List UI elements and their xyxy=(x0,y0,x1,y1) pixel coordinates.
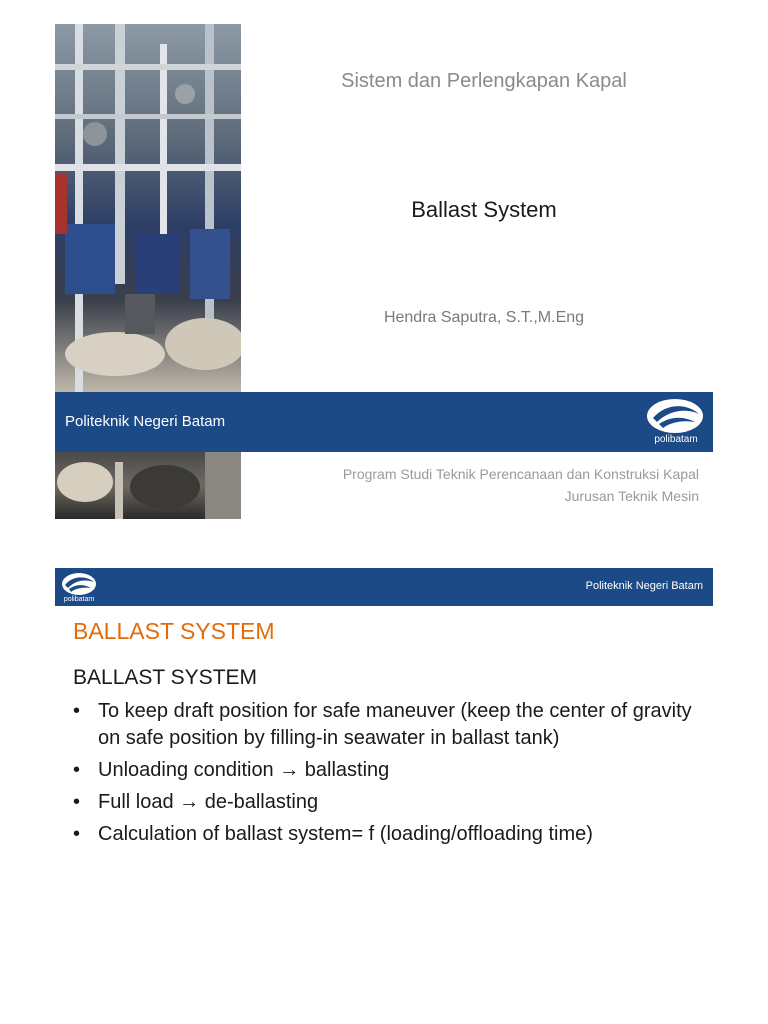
slide-title: Ballast System xyxy=(411,197,557,222)
list-item xyxy=(73,821,693,848)
list-item xyxy=(73,789,693,816)
bullet-list xyxy=(73,698,693,853)
author-name: Hendra Saputra, S.T.,M.Eng xyxy=(383,309,585,326)
polibatam-logo-small xyxy=(59,571,99,604)
slide-heading: BALLAST SYSTEM xyxy=(73,618,275,644)
list-item xyxy=(73,757,693,784)
logo-wordmark: polibatam xyxy=(654,434,698,445)
slide-header-bar xyxy=(55,568,713,606)
bullet-icon: • xyxy=(73,700,81,722)
institution-name: Politeknik Negeri Batam xyxy=(65,413,226,430)
list-item-text: Unloading condition → ballasting xyxy=(98,759,390,781)
bullet-icon: • xyxy=(73,823,81,845)
bullet-icon: • xyxy=(73,759,81,781)
list-item-text: Calculation of ballast system= f (loading/offloading time) xyxy=(98,823,593,845)
polibatam-logo-icon xyxy=(59,571,99,597)
bullet-icon: • xyxy=(73,791,81,813)
list-item xyxy=(73,698,693,752)
title-slide xyxy=(55,24,713,519)
engine-room-photo xyxy=(55,24,241,392)
study-program: Program Studi Teknik Perencanaan dan Konstruksi Kapal xyxy=(342,466,699,482)
list-item-text: Full load → de-ballasting xyxy=(98,791,319,813)
institution-banner xyxy=(55,392,713,452)
polibatam-logo xyxy=(643,396,707,448)
content-slide xyxy=(55,568,713,898)
course-subtitle: Sistem dan Perlengkapan Kapal xyxy=(341,70,627,92)
department: Jurusan Teknik Mesin xyxy=(564,488,699,504)
slide-subheading: BALLAST SYSTEM xyxy=(73,666,258,689)
logo-wordmark: polibatam xyxy=(63,596,95,603)
list-item-text: To keep draft position for safe maneuver (keep the center of gravity on safe position by filling-in seawater in ballast tank) xyxy=(98,700,692,749)
engine-room-photo-lower xyxy=(55,452,241,519)
polibatam-logo-icon xyxy=(643,396,707,436)
header-institution-name: Politeknik Negeri Batam xyxy=(585,580,703,592)
